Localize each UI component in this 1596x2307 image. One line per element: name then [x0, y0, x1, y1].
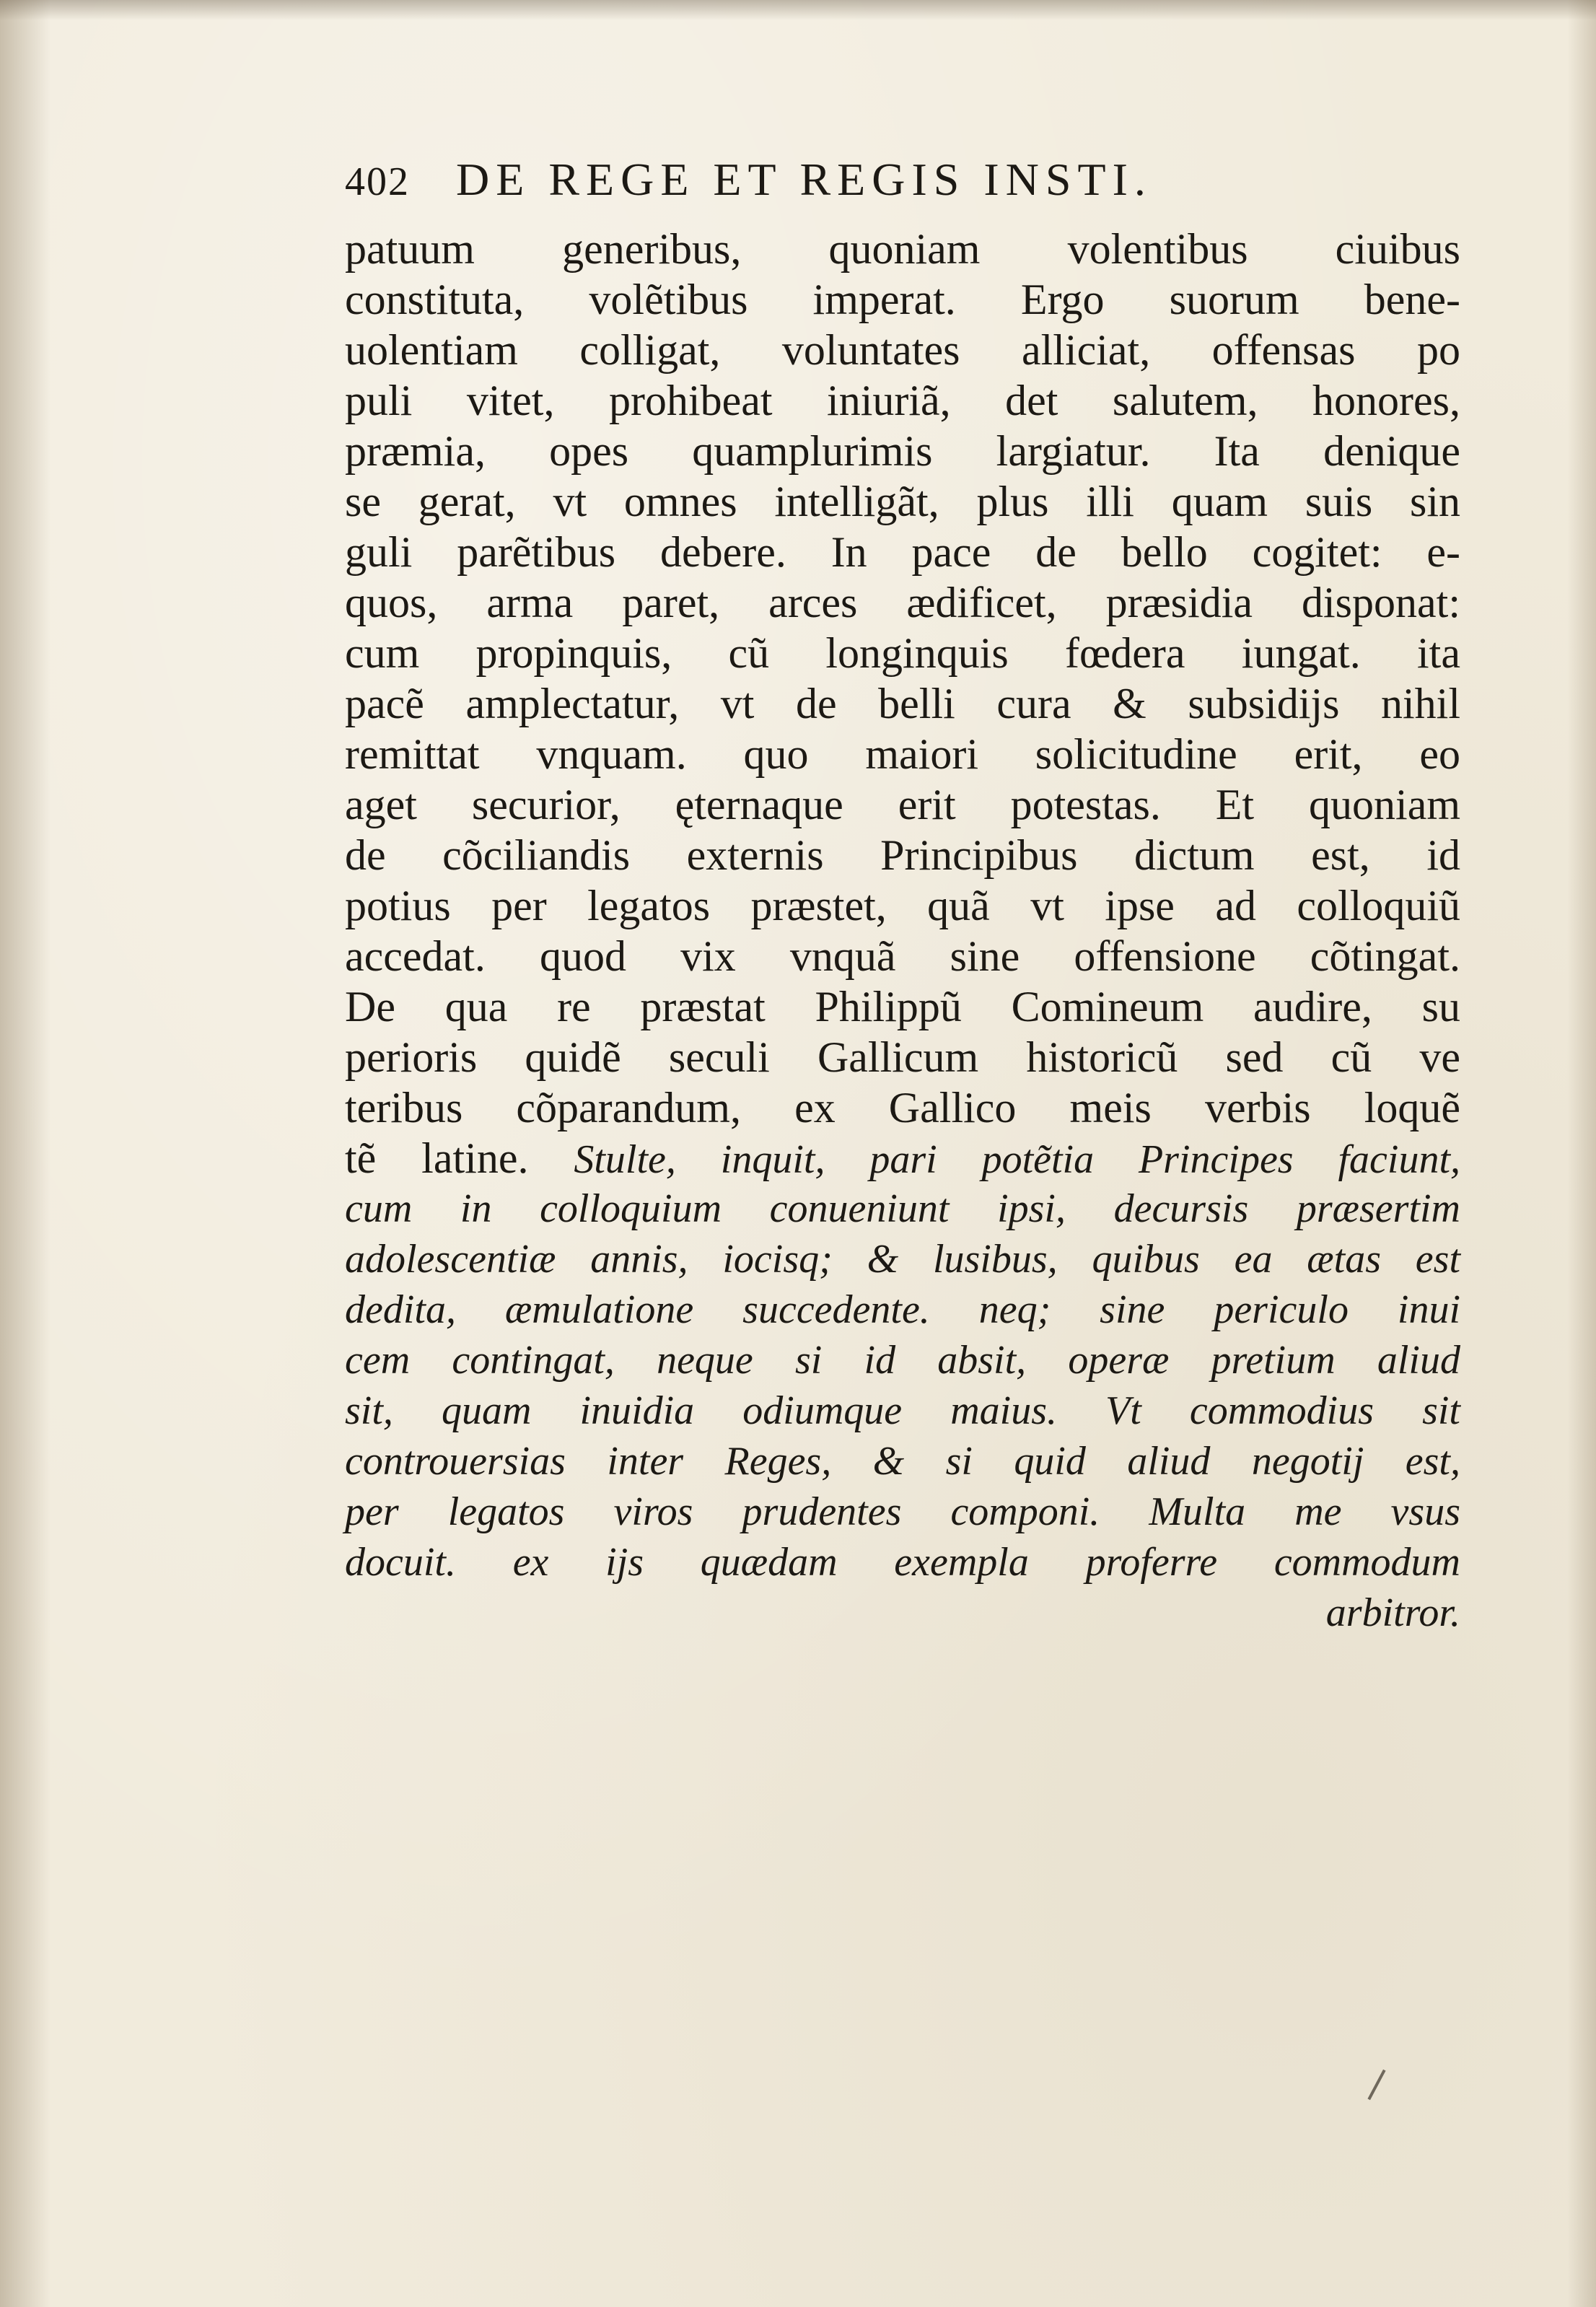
- text-line: aget securior, ęternaque erit potestas. Et quoniam: [345, 781, 1460, 828]
- text-line: uolentiam colligat, voluntates alliciat, offensas po: [345, 326, 1460, 374]
- text-line: perioris quidẽ seculi Gallicum historicũ sed cũ ve: [345, 1033, 1460, 1081]
- page-edge-shadow-top: [0, 0, 1596, 20]
- italic-text-line: cem contingat, neque si id absit, operæ pretium aliud: [345, 1338, 1460, 1383]
- text-line: cum propinquis, cũ longinquis fœdera iungat. ita: [345, 629, 1460, 677]
- text-line: puli vitet, prohibeat iniuriã, det salutem, honores,: [345, 377, 1460, 424]
- pen-mark: [1367, 2070, 1385, 2100]
- running-title: DE REGE ET REGIS INSTI.: [456, 154, 1152, 205]
- italic-quote-start: Stulte, inquit, pari potẽtia Principes faciunt,: [574, 1137, 1461, 1182]
- text-line: constituta, volẽtibus imperat. Ergo suorum bene-: [345, 276, 1460, 323]
- italic-text-line: dedita, æmulatione succedente. neq; sine periculo inui: [345, 1287, 1460, 1332]
- text-line: accedat. quod vix vnquã sine offensione cõtingat.: [345, 932, 1460, 980]
- roman-text: tẽ latine.: [345, 1134, 529, 1182]
- text-line: guli parẽtibus debere. In pace de bello cogitet: e-: [345, 528, 1460, 576]
- text-line: quos, arma paret, arces ædificet, præsidia disponat:: [345, 579, 1460, 626]
- italic-text-line: controuersias inter Reges, & si quid aliud negotij est,: [345, 1439, 1460, 1484]
- text-line: potius per legatos præstet, quã vt ipse ad colloquiũ: [345, 882, 1460, 929]
- text-block: [345, 153, 1460, 1638]
- text-line: præmia, opes quamplurimis largiatur. Ita denique: [345, 427, 1460, 475]
- page-edge-shadow-right: [1567, 0, 1596, 2307]
- italic-text-line: cum in colloquium conueniunt ipsi, decursis præsertim: [345, 1186, 1460, 1231]
- text-line: se gerat, vt omnes intelligãt, plus illi quam suis sin: [345, 478, 1460, 525]
- page-number: 402: [345, 159, 410, 204]
- italic-text-line: adolescentiæ annis, iocisq; & lusibus, quibus ea ætas est: [345, 1237, 1460, 1282]
- text-line: pacẽ amplectatur, vt de belli cura & subsidijs nihil: [345, 680, 1460, 727]
- text-line: patuum generibus, quoniam volentibus ciuibus: [345, 225, 1460, 273]
- page-edge-shadow-left: [0, 0, 51, 2307]
- running-head: [345, 153, 1460, 219]
- italic-text-line: per legatos viros prudentes componi. Multa me vsus: [345, 1489, 1460, 1534]
- text-line: remittat vnquam. quo maiori solicitudine erit, eo: [345, 730, 1460, 778]
- italic-text-line: docuit. ex ijs quædam exempla proferre commodum: [345, 1540, 1460, 1585]
- text-line: De qua re præstat Philippũ Comineum audire, su: [345, 983, 1460, 1030]
- mixed-text-line: [345, 1133, 1460, 1183]
- text-line: de cõciliandis externis Principibus dictum est, id: [345, 831, 1460, 879]
- final-text-line: arbitror.: [1325, 1590, 1460, 1635]
- italic-text-line: sit, quam inuidia odiumque maius. Vt commodius sit: [345, 1388, 1460, 1433]
- text-line: teribus cõparandum, ex Gallico meis verbis loquẽ: [345, 1084, 1460, 1131]
